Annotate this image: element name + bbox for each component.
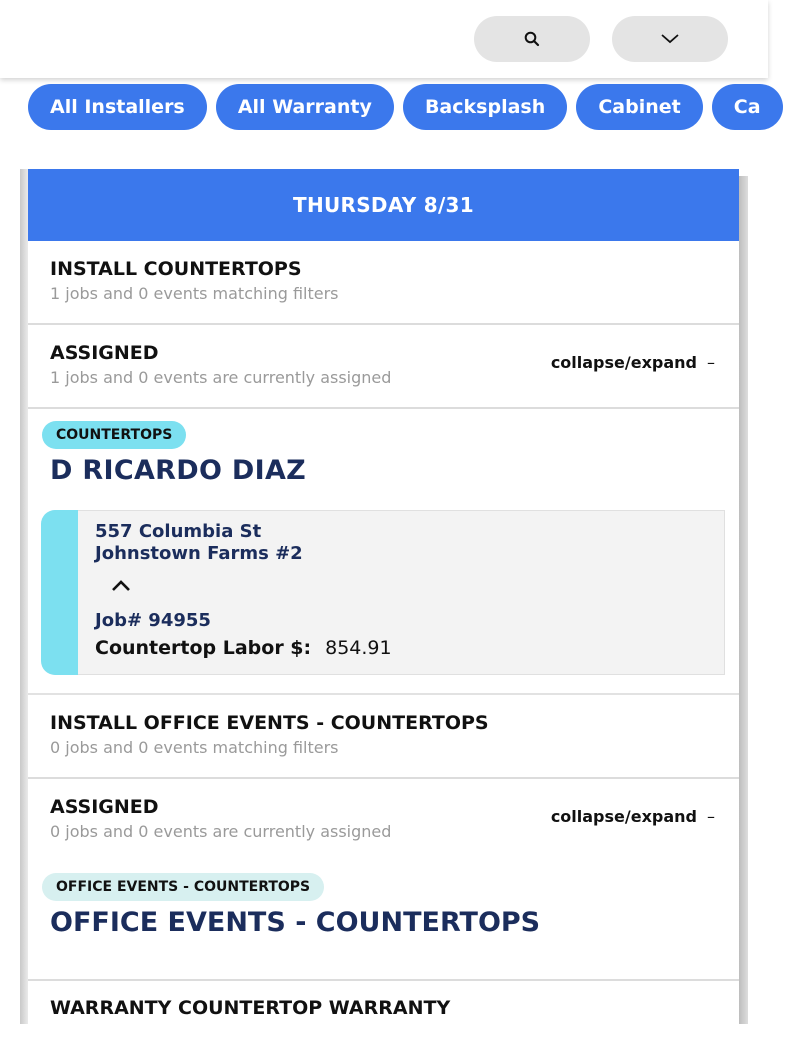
filter-chip-all-installers[interactable]: All Installers — [28, 84, 207, 130]
toggle-label: collapse/expand — [550, 353, 697, 372]
filter-chip-all-warranty[interactable]: All Warranty — [216, 84, 394, 130]
section-install-countertops[interactable] — [28, 241, 739, 325]
category-tag: OFFICE EVENTS - COUNTERTOPS — [42, 873, 324, 901]
labor-row — [95, 637, 392, 659]
collapse-icon: – — [707, 807, 715, 826]
job-card-color-bar — [41, 510, 78, 675]
office-events-name: OFFICE EVENTS - COUNTERTOPS — [50, 907, 541, 938]
collapse-expand-toggle[interactable] — [551, 353, 715, 372]
section-assigned — [28, 325, 739, 409]
dropdown-button[interactable] — [612, 16, 728, 62]
filter-chip-partial[interactable]: Ca — [712, 84, 783, 130]
toggle-label: collapse/expand — [550, 807, 697, 826]
job-card[interactable] — [42, 510, 725, 675]
address-line-1: 557 Columbia St — [95, 521, 262, 542]
section-subtitle: 0 jobs and 0 events are currently assigned — [50, 822, 392, 841]
section-subtitle: 1 jobs and 0 events matching filters — [50, 284, 339, 303]
section-assigned — [28, 779, 739, 863]
job-number: Job# 94955 — [95, 610, 211, 631]
top-bar — [0, 0, 768, 78]
chevron-down-icon — [660, 33, 680, 45]
search-button[interactable] — [474, 16, 590, 62]
labor-value: 854.91 — [325, 637, 392, 659]
installer-name: D RICARDO DIAZ — [50, 455, 307, 486]
section-title: WARRANTY COUNTERTOP WARRANTY — [50, 997, 451, 1019]
section-install-office-events[interactable] — [28, 695, 739, 779]
section-warranty[interactable] — [28, 979, 739, 1059]
section-title: ASSIGNED — [50, 342, 159, 364]
installer-group — [28, 409, 739, 695]
schedule-list[interactable] — [28, 169, 739, 1024]
collapse-expand-toggle[interactable] — [551, 807, 715, 826]
list-shadow-right — [739, 176, 748, 1024]
labor-label: Countertop Labor $: — [95, 637, 312, 659]
day-header: THURSDAY 8/31 — [28, 169, 739, 241]
filter-chip-cabinet[interactable]: Cabinet — [576, 84, 702, 130]
job-address — [95, 521, 303, 565]
section-title: ASSIGNED — [50, 796, 159, 818]
address-line-2: Johnstown Farms #2 — [95, 543, 303, 564]
section-title: INSTALL COUNTERTOPS — [50, 258, 302, 280]
collapse-icon: – — [707, 353, 715, 372]
filter-chip-row — [28, 84, 761, 130]
search-icon — [523, 30, 541, 48]
section-subtitle: 0 jobs and 0 events matching filters — [50, 738, 339, 757]
office-events-group — [28, 863, 739, 979]
chevron-up-icon[interactable] — [109, 577, 133, 596]
filter-chip-backsplash[interactable]: Backsplash — [403, 84, 567, 130]
section-title: INSTALL OFFICE EVENTS - COUNTERTOPS — [50, 712, 489, 734]
section-subtitle: 1 jobs and 0 events are currently assigned — [50, 368, 392, 387]
category-tag: COUNTERTOPS — [42, 421, 186, 449]
